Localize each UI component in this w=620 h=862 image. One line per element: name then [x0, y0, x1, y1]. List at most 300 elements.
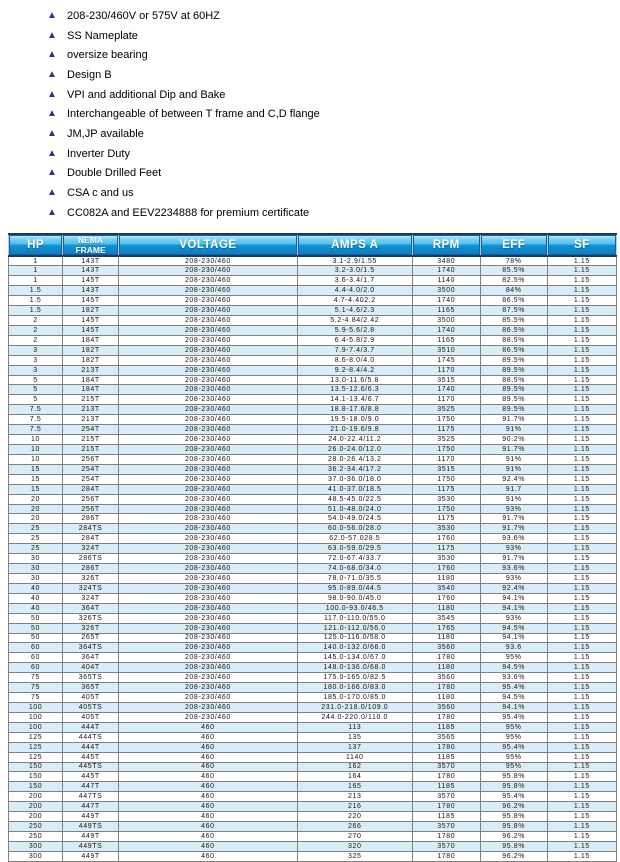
cell-rpm: 1175 [412, 425, 480, 435]
cell-voltage: 460 [119, 792, 298, 802]
cell-nema-frame: 145T [63, 276, 119, 286]
cell-sf: 1.15 [547, 693, 616, 703]
cell-hp: 1.5 [9, 296, 63, 306]
cell-nema-frame: 449T [63, 831, 119, 841]
column-header-hp: HP [9, 234, 63, 256]
cell-nema-frame: 364T [63, 653, 119, 663]
cell-nema-frame: 324T [63, 544, 119, 554]
cell-eff: 93.6% [480, 673, 547, 683]
feature-item [0, 124, 620, 144]
cell-voltage: 208-230/460 [119, 583, 298, 593]
cell-eff: 94.1% [480, 593, 547, 603]
cell-hp: 60 [9, 663, 63, 673]
cell-sf: 1.15 [547, 732, 616, 742]
cell-voltage: 208-230/460 [119, 484, 298, 494]
cell-eff: 95.4% [480, 792, 547, 802]
cell-hp: 300 [9, 841, 63, 851]
cell-sf: 1.15 [547, 782, 616, 792]
table-row [9, 464, 617, 474]
cell-voltage: 208-230/460 [119, 693, 298, 703]
cell-sf: 1.15 [547, 643, 616, 653]
cell-rpm: 1175 [412, 484, 480, 494]
cell-nema-frame: 256T [63, 504, 119, 514]
cell-hp: 5 [9, 385, 63, 395]
table-row [9, 335, 617, 345]
cell-eff: 94.5% [480, 663, 547, 673]
cell-amps: 5.9-5.6/2.8 [297, 325, 412, 335]
table-row [9, 365, 617, 375]
cell-hp: 5 [9, 375, 63, 385]
table-row [9, 405, 617, 415]
cell-rpm: 1165 [412, 335, 480, 345]
cell-amps: 244.0-220.0/110.0 [297, 712, 412, 722]
cell-eff: 95% [480, 653, 547, 663]
cell-eff: 91.7% [480, 445, 547, 455]
cell-sf: 1.15 [547, 514, 616, 524]
cell-nema-frame: 184T [63, 335, 119, 345]
column-header-eff: EFF [480, 234, 547, 256]
feature-text: JM,JP available [67, 127, 144, 140]
cell-nema-frame: 284T [63, 484, 119, 494]
cell-sf: 1.15 [547, 653, 616, 663]
cell-rpm: 1750 [412, 474, 480, 484]
feature-item [0, 45, 620, 65]
motor-spec-table [8, 233, 617, 862]
cell-sf: 1.15 [547, 812, 616, 822]
cell-nema-frame: 364T [63, 603, 119, 613]
table-row [9, 693, 617, 703]
cell-nema-frame: 326T [63, 623, 119, 633]
cell-rpm: 1740 [412, 296, 480, 306]
table-row [9, 514, 617, 524]
cell-eff: 91.7% [480, 415, 547, 425]
cell-amps: 137 [297, 742, 412, 752]
cell-amps: 135 [297, 732, 412, 742]
cell-voltage: 460 [119, 732, 298, 742]
cell-voltage: 208-230/460 [119, 276, 298, 286]
cell-nema-frame: 286T [63, 564, 119, 574]
cell-rpm: 1750 [412, 504, 480, 514]
cell-amps: 21.0-19.6/9.8 [297, 425, 412, 435]
cell-eff: 87.5% [480, 306, 547, 316]
cell-nema-frame: 447TS [63, 792, 119, 802]
cell-nema-frame: 449TS [63, 822, 119, 832]
cell-hp: 25 [9, 544, 63, 554]
triangle-bullet-icon: ▲ [47, 147, 57, 159]
cell-nema-frame: 286T [63, 514, 119, 524]
cell-amps: 125.0-116.0/58.0 [297, 633, 412, 643]
cell-hp: 15 [9, 474, 63, 484]
cell-eff: 91.7% [480, 524, 547, 534]
table-row [9, 841, 617, 851]
table-body [9, 256, 617, 861]
cell-rpm: 3540 [412, 583, 480, 593]
cell-eff: 86.5% [480, 345, 547, 355]
cell-hp: 60 [9, 653, 63, 663]
cell-nema-frame: 215T [63, 445, 119, 455]
table-row [9, 613, 617, 623]
cell-sf: 1.15 [547, 841, 616, 851]
cell-eff: 89.5% [480, 385, 547, 395]
cell-eff: 95% [480, 722, 547, 732]
cell-rpm: 1750 [412, 415, 480, 425]
cell-rpm: 1180 [412, 633, 480, 643]
triangle-bullet-icon: ▲ [47, 68, 57, 80]
cell-hp: 300 [9, 851, 63, 861]
cell-nema-frame: 365T [63, 683, 119, 693]
cell-hp: 60 [9, 643, 63, 653]
cell-voltage: 460 [119, 742, 298, 752]
table-row [9, 395, 617, 405]
cell-nema-frame: 143T [63, 256, 119, 266]
cell-amps: 175.0-165.0/82.5 [297, 673, 412, 683]
feature-text: oversize bearing [67, 49, 148, 62]
cell-rpm: 3530 [412, 554, 480, 564]
cell-rpm: 3570 [412, 762, 480, 772]
cell-hp: 20 [9, 504, 63, 514]
cell-voltage: 208-230/460 [119, 405, 298, 415]
cell-rpm: 3510 [412, 345, 480, 355]
cell-amps: 26.0-24.0/12.0 [297, 445, 412, 455]
cell-rpm: 1740 [412, 325, 480, 335]
cell-voltage: 208-230/460 [119, 574, 298, 584]
cell-sf: 1.15 [547, 316, 616, 326]
cell-voltage: 208-230/460 [119, 663, 298, 673]
table-row [9, 524, 617, 534]
cell-sf: 1.15 [547, 415, 616, 425]
cell-voltage: 208-230/460 [119, 395, 298, 405]
cell-hp: 40 [9, 593, 63, 603]
triangle-bullet-icon: ▲ [47, 108, 57, 120]
cell-eff: 86.5% [480, 296, 547, 306]
cell-hp: 10 [9, 454, 63, 464]
cell-eff: 94.5% [480, 693, 547, 703]
cell-eff: 95.4% [480, 742, 547, 752]
cell-voltage: 460 [119, 762, 298, 772]
table-row [9, 445, 617, 455]
cell-amps: 1140 [297, 752, 412, 762]
cell-voltage: 208-230/460 [119, 712, 298, 722]
cell-sf: 1.15 [547, 762, 616, 772]
cell-hp: 30 [9, 574, 63, 584]
table-row [9, 306, 617, 316]
cell-hp: 200 [9, 812, 63, 822]
cell-voltage: 208-230/460 [119, 653, 298, 663]
cell-rpm: 1780 [412, 712, 480, 722]
feature-text: VPI and additional Dip and Bake [67, 88, 226, 101]
cell-hp: 2 [9, 316, 63, 326]
cell-hp: 125 [9, 752, 63, 762]
cell-rpm: 1780 [412, 653, 480, 663]
table-row [9, 385, 617, 395]
cell-amps: 325 [297, 851, 412, 861]
table-row [9, 643, 617, 653]
triangle-bullet-icon: ▲ [47, 88, 57, 100]
table-row [9, 831, 617, 841]
cell-voltage: 208-230/460 [119, 375, 298, 385]
cell-rpm: 1750 [412, 445, 480, 455]
table-row [9, 603, 617, 613]
cell-sf: 1.15 [547, 831, 616, 841]
cell-voltage: 208-230/460 [119, 345, 298, 355]
feature-item [0, 26, 620, 46]
column-header-rpm: RPM [412, 234, 480, 256]
cell-hp: 1.5 [9, 286, 63, 296]
cell-rpm: 3570 [412, 822, 480, 832]
cell-sf: 1.15 [547, 564, 616, 574]
cell-amps: 13.0-11.6/5.8 [297, 375, 412, 385]
table-row [9, 375, 617, 385]
cell-amps: 98.0-90.0/45.0 [297, 593, 412, 603]
cell-voltage: 208-230/460 [119, 454, 298, 464]
cell-amps: 121.0-112.0/56.0 [297, 623, 412, 633]
cell-nema-frame: 284T [63, 534, 119, 544]
cell-hp: 10 [9, 435, 63, 445]
table-header-row [9, 234, 617, 256]
cell-nema-frame: 326T [63, 574, 119, 584]
cell-eff: 95% [480, 762, 547, 772]
cell-rpm: 1180 [412, 693, 480, 703]
cell-amps: 24.0-22.4/11.2 [297, 435, 412, 445]
cell-rpm: 1760 [412, 564, 480, 574]
cell-nema-frame: 447T [63, 782, 119, 792]
table-row [9, 673, 617, 683]
cell-rpm: 3530 [412, 494, 480, 504]
cell-hp: 250 [9, 831, 63, 841]
cell-voltage: 208-230/460 [119, 306, 298, 316]
cell-sf: 1.15 [547, 365, 616, 375]
cell-hp: 7.5 [9, 425, 63, 435]
cell-rpm: 1780 [412, 772, 480, 782]
table-row [9, 712, 617, 722]
cell-rpm: 3560 [412, 643, 480, 653]
cell-rpm: 3515 [412, 375, 480, 385]
cell-eff: 95.8% [480, 772, 547, 782]
table-row [9, 415, 617, 425]
cell-rpm: 1185 [412, 812, 480, 822]
cell-sf: 1.15 [547, 583, 616, 593]
feature-text: Interchangeable of between T frame and C,D flange [67, 108, 320, 121]
table-row [9, 653, 617, 663]
cell-eff: 89.5% [480, 365, 547, 375]
cell-rpm: 3500 [412, 316, 480, 326]
cell-nema-frame: 365TS [63, 673, 119, 683]
cell-eff: 91.7% [480, 554, 547, 564]
cell-eff: 94.5% [480, 623, 547, 633]
cell-nema-frame: 326TS [63, 613, 119, 623]
cell-amps: 266 [297, 822, 412, 832]
cell-sf: 1.15 [547, 742, 616, 752]
cell-nema-frame: 405TS [63, 702, 119, 712]
cell-rpm: 1780 [412, 742, 480, 752]
cell-sf: 1.15 [547, 752, 616, 762]
cell-amps: 3.2-3.0/1.5 [297, 266, 412, 276]
cell-hp: 100 [9, 722, 63, 732]
cell-hp: 40 [9, 583, 63, 593]
cell-nema-frame: 445T [63, 752, 119, 762]
cell-hp: 25 [9, 534, 63, 544]
cell-nema-frame: 364TS [63, 643, 119, 653]
cell-rpm: 3525 [412, 405, 480, 415]
feature-item [0, 203, 620, 223]
table-row [9, 564, 617, 574]
cell-eff: 91% [480, 425, 547, 435]
cell-voltage: 208-230/460 [119, 524, 298, 534]
cell-sf: 1.15 [547, 266, 616, 276]
cell-hp: 50 [9, 633, 63, 643]
cell-sf: 1.15 [547, 524, 616, 534]
cell-rpm: 1170 [412, 395, 480, 405]
cell-sf: 1.15 [547, 454, 616, 464]
cell-sf: 1.15 [547, 702, 616, 712]
feature-item [0, 144, 620, 164]
cell-hp: 30 [9, 564, 63, 574]
table-row [9, 256, 617, 266]
cell-voltage: 208-230/460 [119, 325, 298, 335]
table-row [9, 266, 617, 276]
cell-amps: 51.0-48.0/24.0 [297, 504, 412, 514]
cell-nema-frame: 145T [63, 325, 119, 335]
table-row [9, 574, 617, 584]
cell-amps: 9.2-8.4/4.2 [297, 365, 412, 375]
table-row [9, 782, 617, 792]
cell-amps: 7.9-7.4/3.7 [297, 345, 412, 355]
cell-eff: 95.8% [480, 841, 547, 851]
table-row [9, 851, 617, 861]
cell-sf: 1.15 [547, 345, 616, 355]
cell-voltage: 208-230/460 [119, 564, 298, 574]
table-row [9, 812, 617, 822]
cell-nema-frame: 284TS [63, 524, 119, 534]
cell-rpm: 3560 [412, 673, 480, 683]
feature-item [0, 104, 620, 124]
cell-amps: 162 [297, 762, 412, 772]
cell-amps: 74.0-68.0/34.0 [297, 564, 412, 574]
cell-voltage: 208-230/460 [119, 296, 298, 306]
cell-voltage: 208-230/460 [119, 514, 298, 524]
cell-voltage: 208-230/460 [119, 544, 298, 554]
cell-amps: 4.7-4.402.2 [297, 296, 412, 306]
cell-nema-frame: 405T [63, 693, 119, 703]
cell-rpm: 3500 [412, 286, 480, 296]
cell-hp: 3 [9, 355, 63, 365]
cell-hp: 50 [9, 613, 63, 623]
cell-amps: 72.0-67.4/33.7 [297, 554, 412, 564]
table-row [9, 544, 617, 554]
cell-sf: 1.15 [547, 593, 616, 603]
cell-eff: 95.8% [480, 782, 547, 792]
triangle-bullet-icon: ▲ [47, 127, 57, 139]
cell-nema-frame: 143T [63, 286, 119, 296]
cell-eff: 92.4% [480, 583, 547, 593]
table-row [9, 504, 617, 514]
feature-text: 208-230/460V or 575V at 60HZ [67, 9, 220, 22]
cell-voltage: 208-230/460 [119, 613, 298, 623]
table-row [9, 683, 617, 693]
cell-eff: 90.2% [480, 435, 547, 445]
cell-voltage: 208-230/460 [119, 335, 298, 345]
cell-hp: 3 [9, 365, 63, 375]
table-row [9, 286, 617, 296]
cell-amps: 13.5-12.6/6.3 [297, 385, 412, 395]
cell-amps: 41.0-37.0/18.5 [297, 484, 412, 494]
cell-hp: 200 [9, 802, 63, 812]
cell-rpm: 1740 [412, 266, 480, 276]
cell-rpm: 1180 [412, 603, 480, 613]
cell-eff: 93.6% [480, 564, 547, 574]
cell-sf: 1.15 [547, 306, 616, 316]
cell-amps: 37.0-36.0/18.0 [297, 474, 412, 484]
cell-eff: 94.1% [480, 633, 547, 643]
cell-voltage: 460 [119, 782, 298, 792]
cell-sf: 1.15 [547, 574, 616, 584]
cell-amps: 28.0-26.4/13.2 [297, 454, 412, 464]
cell-eff: 89.5% [480, 355, 547, 365]
cell-eff: 91% [480, 464, 547, 474]
cell-amps: 164 [297, 772, 412, 782]
cell-voltage: 208-230/460 [119, 266, 298, 276]
cell-sf: 1.15 [547, 484, 616, 494]
cell-voltage: 208-230/460 [119, 673, 298, 683]
cell-amps: 148.0-136.0/68.0 [297, 663, 412, 673]
feature-text: Double Drilled Feet [67, 167, 162, 180]
cell-hp: 75 [9, 693, 63, 703]
cell-voltage: 208-230/460 [119, 385, 298, 395]
table-row [9, 772, 617, 782]
table-row [9, 325, 617, 335]
cell-amps: 270 [297, 831, 412, 841]
cell-voltage: 208-230/460 [119, 256, 298, 266]
table-row [9, 702, 617, 712]
cell-hp: 250 [9, 822, 63, 832]
table-row [9, 822, 617, 832]
cell-voltage: 208-230/460 [119, 504, 298, 514]
cell-rpm: 1780 [412, 683, 480, 693]
cell-sf: 1.15 [547, 673, 616, 683]
table-row [9, 663, 617, 673]
cell-nema-frame: 215T [63, 435, 119, 445]
cell-amps: 6.4-5.8/2.9 [297, 335, 412, 345]
cell-eff: 94.1% [480, 603, 547, 613]
table-row [9, 623, 617, 633]
cell-sf: 1.15 [547, 395, 616, 405]
cell-sf: 1.15 [547, 256, 616, 266]
cell-eff: 96.2% [480, 831, 547, 841]
cell-sf: 1.15 [547, 276, 616, 286]
cell-rpm: 1760 [412, 534, 480, 544]
cell-hp: 125 [9, 742, 63, 752]
cell-hp: 150 [9, 762, 63, 772]
feature-text: CSA c and us [67, 187, 134, 200]
cell-amps: 100.0-93.0/46.5 [297, 603, 412, 613]
cell-hp: 15 [9, 484, 63, 494]
cell-rpm: 1765 [412, 623, 480, 633]
cell-eff: 95.4% [480, 712, 547, 722]
cell-eff: 95.8% [480, 812, 547, 822]
cell-rpm: 3480 [412, 256, 480, 266]
cell-sf: 1.15 [547, 792, 616, 802]
cell-sf: 1.15 [547, 355, 616, 365]
cell-amps: 95.0-89.0/44.5 [297, 583, 412, 593]
table-row [9, 276, 617, 286]
cell-hp: 1.5 [9, 306, 63, 316]
cell-rpm: 1175 [412, 514, 480, 524]
cell-voltage: 208-230/460 [119, 365, 298, 375]
table-row [9, 474, 617, 484]
cell-nema-frame: 405T [63, 712, 119, 722]
cell-nema-frame: 184T [63, 375, 119, 385]
cell-voltage: 460 [119, 752, 298, 762]
